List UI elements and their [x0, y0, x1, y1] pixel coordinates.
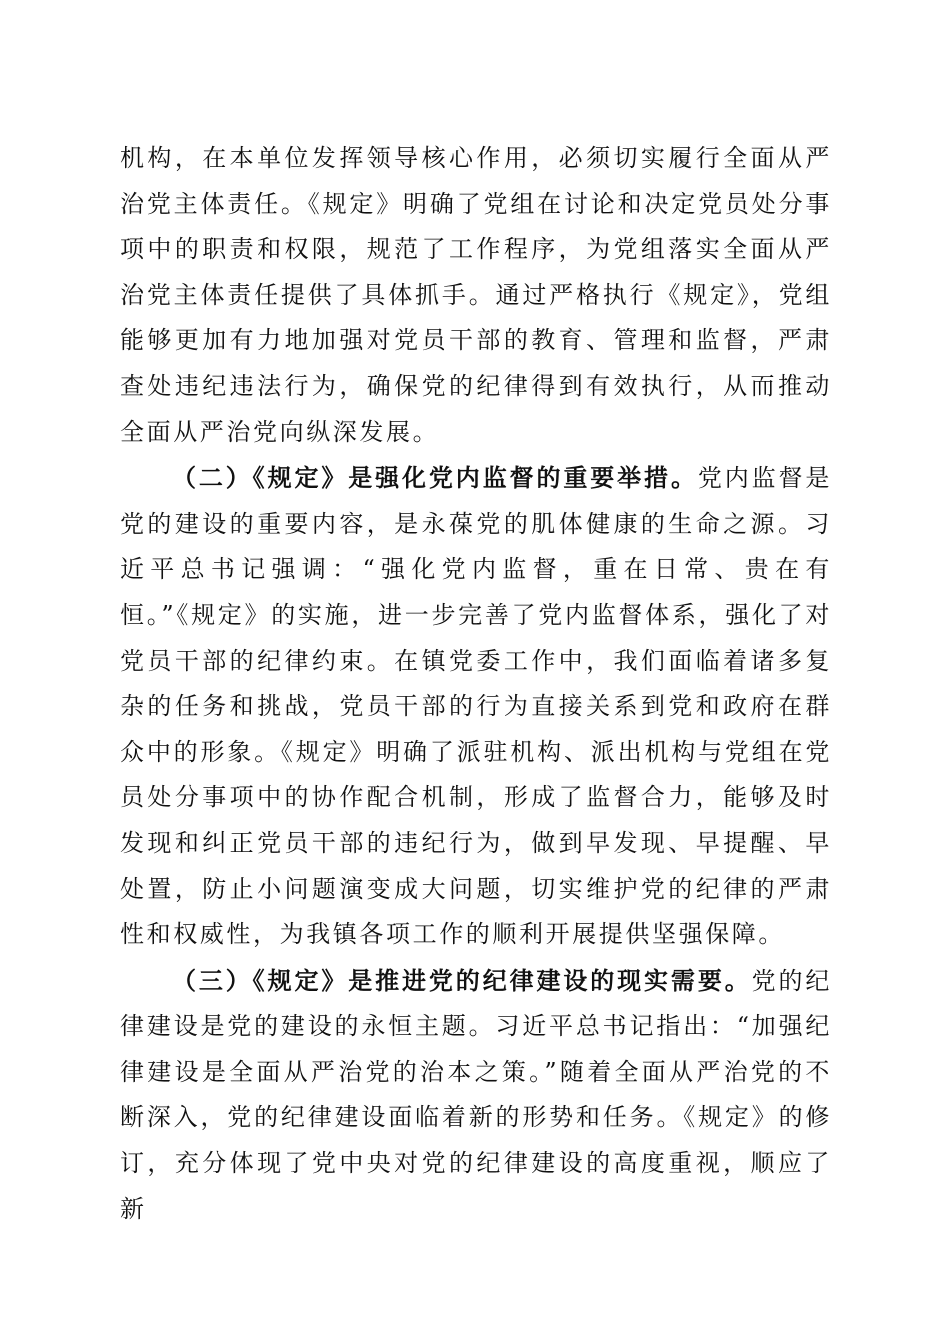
- paragraph-body: 机构，在本单位发挥领导核心作用，必须切实履行全面从严治党主体责任。《规定》明确了党组在讨论和决定党员处分事项中的职责和权限，规范了工作程序，为党组落实全面从严治党主体责任提供了具体抓手。通过严格执行《规定》，党组能够更加有力地加强对党员干部的教育、管理和监督，严肃查处违纪违法行为，确保党的纪律得到有效执行，从而推动全面从严治党向纵深发展。: [120, 144, 832, 446]
- section-heading: （三）《规定》是推进党的纪律建设的现实需要。: [172, 965, 752, 995]
- paragraph-section-2: [120, 455, 832, 958]
- paragraph-section-3: [120, 958, 832, 1233]
- paragraph-continuation: [120, 136, 832, 455]
- document-body: [120, 136, 832, 1232]
- paragraph-body: 党的纪律建设是党的建设的永恒主题。习近平总书记指出：“加强纪律建设是全面从严治党的治本之策。”随着全面从严治党的不断深入，党的纪律建设面临着新的形势和任务。《规定》的修订，充分体现了党中央对党的纪律建设的高度重视，顺应了新: [120, 966, 832, 1223]
- paragraph-body: 党内监督是党的建设的重要内容，是永葆党的肌体健康的生命之源。习近平总书记强调：“强化党内监督，重在日常、贵在有恒。”《规定》的实施，进一步完善了党内监督体系，强化了对党员干部的纪律约束。在镇党委工作中，我们面临着诸多复杂的任务和挑战，党员干部的行为直接关系到党和政府在群众中的形象。《规定》明确了派驻机构、派出机构与党组在党员处分事项中的协作配合机制，形成了监督合力，能够及时发现和纠正党员干部的违纪行为，做到早发现、早提醒、早处置，防止小问题演变成大问题，切实维护党的纪律的严肃性和权威性，为我镇各项工作的顺利开展提供坚强保障。: [120, 464, 833, 949]
- section-heading: （二）《规定》是强化党内监督的重要举措。: [172, 463, 698, 493]
